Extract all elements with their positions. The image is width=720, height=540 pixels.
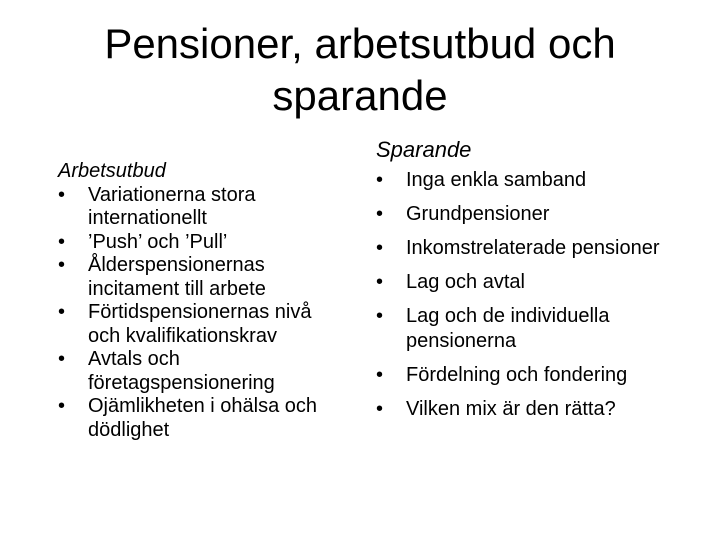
left-column-heading: Arbetsutbud <box>58 160 166 182</box>
right-column-heading: Sparande <box>376 137 472 162</box>
right-bullet-list <box>376 168 696 421</box>
list-item <box>376 202 696 227</box>
list-item-text: Förtidspensionernas nivå och kvalifikationskrav <box>88 301 312 347</box>
list-item <box>376 397 696 422</box>
list-item-text: Inga enkla samband <box>406 169 587 191</box>
list-item-text: Ålderspensionernas incitament till arbete <box>88 254 266 300</box>
list-item-text: Lag och avtal <box>406 271 525 293</box>
bullet-icon: • <box>58 301 66 323</box>
list-item-text: ’Push’ och ’Pull’ <box>88 230 228 253</box>
left-column <box>58 160 348 442</box>
list-item-text: Grundpensioner <box>406 203 550 225</box>
bullet-icon: • <box>58 348 66 370</box>
list-item-text: Lag och de individuella pensionerna <box>406 305 610 352</box>
bullet-icon: • <box>376 271 384 293</box>
list-item-text: Avtals och företagspensionering <box>88 348 275 394</box>
list-item <box>58 348 348 395</box>
bullet-icon: • <box>376 305 384 327</box>
slide-title-line-1: Pensioner, arbetsutbud och <box>104 20 616 67</box>
bullet-icon: • <box>58 254 66 276</box>
list-item-text: Fördelning och fondering <box>406 363 628 386</box>
list-item <box>376 236 696 261</box>
list-item <box>58 254 348 301</box>
list-item <box>376 168 696 193</box>
list-item <box>58 231 348 255</box>
right-column <box>376 136 696 431</box>
list-item-text: Inkomstrelaterade pensioner <box>406 237 660 259</box>
list-item <box>58 184 348 231</box>
bullet-icon: • <box>376 237 384 259</box>
bullet-icon: • <box>58 395 66 417</box>
left-bullet-list <box>58 184 348 443</box>
bullet-icon: • <box>376 363 384 386</box>
bullet-icon: • <box>58 230 66 253</box>
bullet-icon: • <box>376 169 384 191</box>
list-item-text: Ojämlikheten i ohälsa och dödlighet <box>88 395 318 441</box>
bullet-icon: • <box>376 203 384 225</box>
list-item <box>58 301 348 348</box>
list-item <box>58 395 348 442</box>
list-item-text: Variationerna stora internationellt <box>88 183 256 229</box>
list-item-text: Vilken mix är den rätta? <box>406 397 616 420</box>
list-item <box>376 304 696 353</box>
bullet-icon: • <box>58 183 66 206</box>
slide-title <box>60 18 660 122</box>
slide-title-line-2: sparande <box>272 72 448 119</box>
bullet-icon: • <box>376 397 384 420</box>
list-item <box>376 270 696 295</box>
list-item <box>376 363 696 388</box>
